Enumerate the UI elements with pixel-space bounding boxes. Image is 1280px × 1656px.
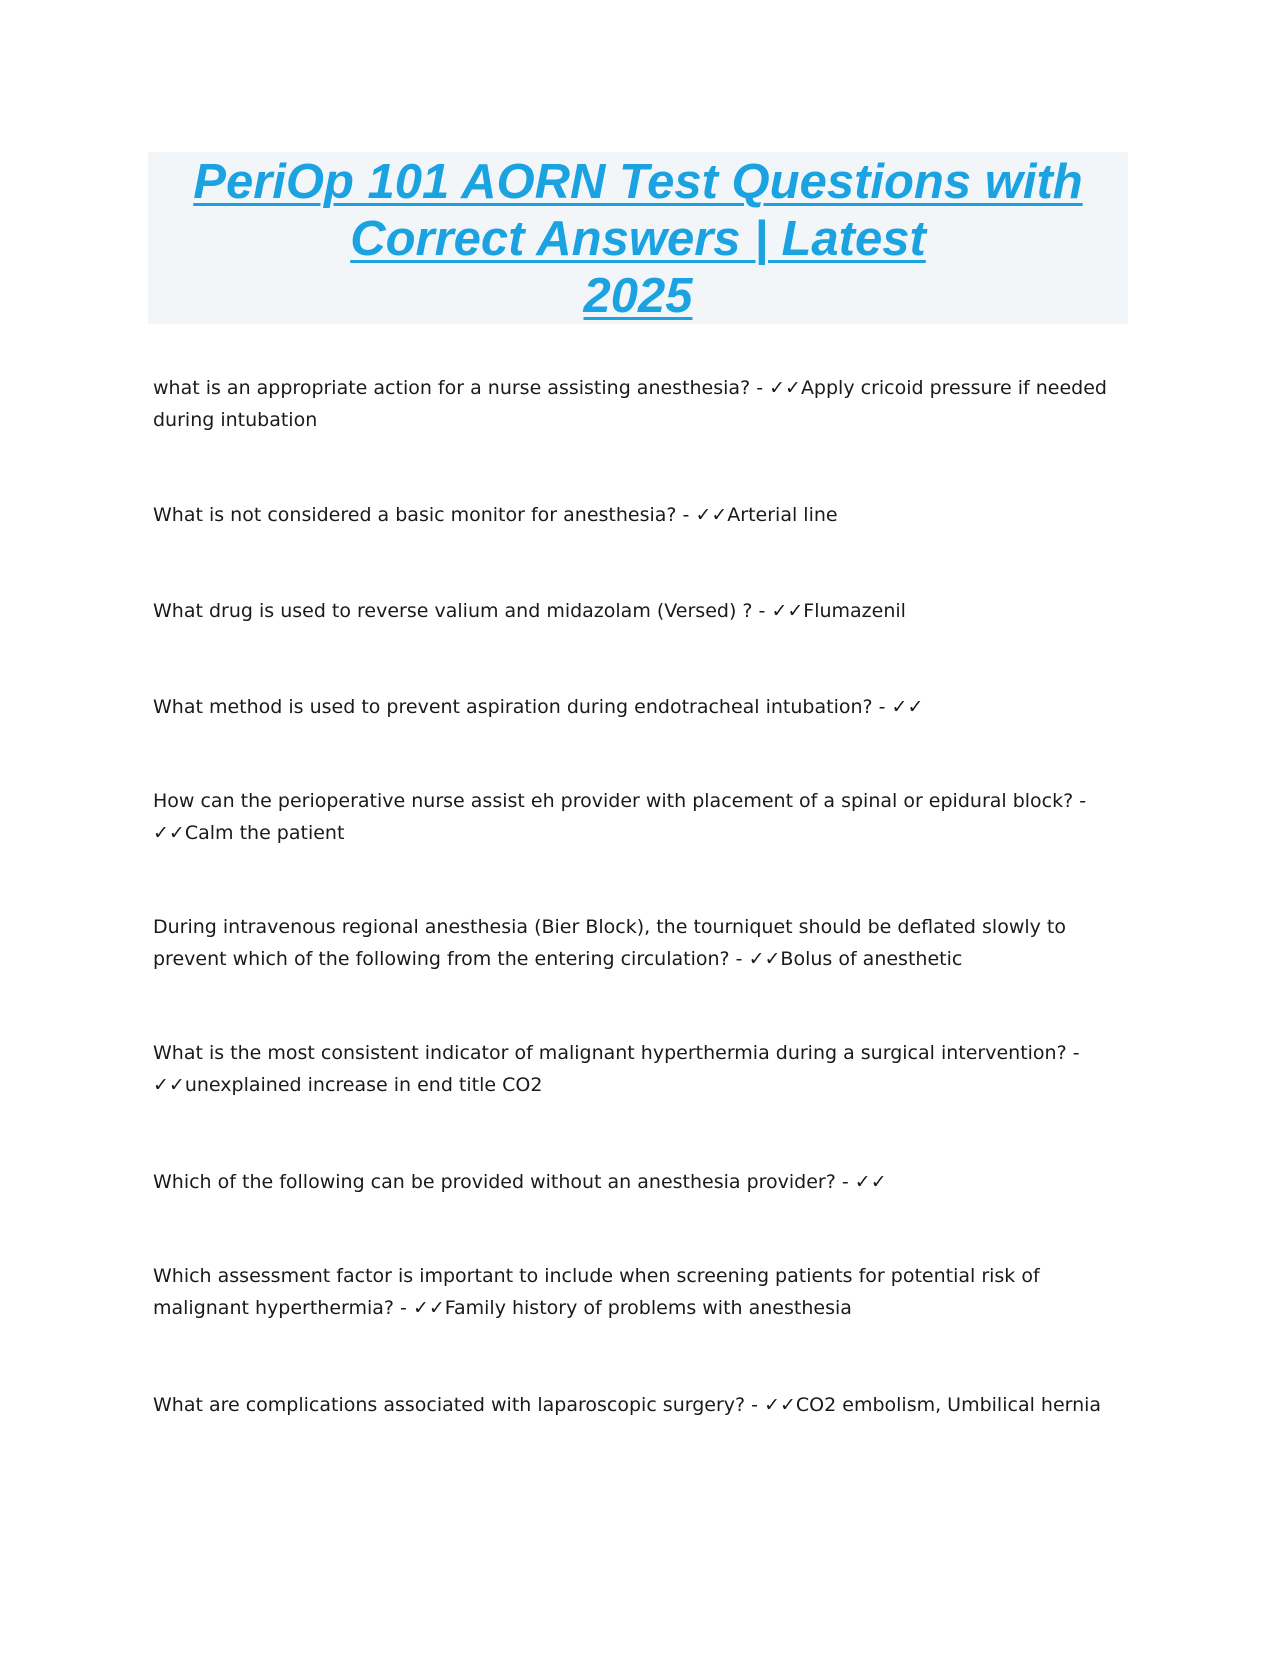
- question-text: What is not considered a basic monitor for anesthesia?: [153, 504, 677, 526]
- title-line-3: 2025: [583, 269, 693, 323]
- separator: -: [745, 1394, 765, 1416]
- check-mark-icon: ✓✓: [748, 948, 781, 970]
- answer-text: CO2 embolism, Umbilical hernia: [795, 1394, 1102, 1416]
- separator: -: [872, 696, 892, 718]
- question-text: How can the perioperative nurse assist eh provider with placement of a spinal or epidural block?: [153, 790, 1074, 812]
- question-text: Which of the following can be provided without an anesthesia provider?: [153, 1171, 836, 1193]
- qa-item-1: [153, 372, 1125, 436]
- question-text: What drug is used to reverse valium and midazolam (Versed) ?: [153, 600, 753, 622]
- question-text: What is the most consistent indicator of malignant hyperthermia during a surgical intervention?: [153, 1042, 1067, 1064]
- answer-text: Family history of problems with anesthesia: [444, 1297, 852, 1319]
- qa-item-5: [153, 785, 1125, 849]
- separator: -: [1066, 1042, 1080, 1064]
- title-banner: [148, 152, 1128, 324]
- check-mark-icon: ✓✓: [771, 600, 804, 622]
- qa-item-9: [153, 1260, 1125, 1324]
- check-mark-icon: ✓✓: [764, 1394, 796, 1416]
- title-line-1: PeriOp 101 AORN Test Questions with: [193, 155, 1083, 209]
- answer-text: Bolus of anesthetic: [780, 948, 963, 970]
- qa-item-6: [153, 911, 1125, 975]
- qa-item-3: [153, 595, 1125, 627]
- check-mark-icon: ✓✓: [891, 696, 924, 718]
- separator: -: [750, 377, 770, 399]
- answer-text: Calm the patient: [184, 822, 345, 844]
- check-mark-icon: ✓✓: [412, 1297, 445, 1319]
- separator: -: [676, 504, 696, 526]
- qa-item-7: [153, 1037, 1125, 1101]
- question-text: what is an appropriate action for a nurse assisting anesthesia?: [153, 377, 751, 399]
- answer-text: Arterial line: [727, 504, 838, 526]
- question-text: Which assessment factor is important to include when screening patients for potential risk of malignant hyperthermia?: [153, 1265, 1040, 1319]
- separator: -: [729, 948, 749, 970]
- question-text: What method is used to prevent aspiration during endotracheal intubation?: [153, 696, 873, 718]
- separator: -: [1073, 790, 1087, 812]
- qa-item-8: [153, 1166, 1125, 1198]
- qa-item-4: [153, 691, 1125, 723]
- check-mark-icon: ✓✓: [769, 377, 801, 399]
- check-mark-icon: ✓✓: [153, 1074, 185, 1096]
- separator: -: [835, 1171, 855, 1193]
- check-mark-icon: ✓✓: [854, 1171, 887, 1193]
- separator: -: [752, 600, 772, 622]
- qa-item-2: [153, 499, 1125, 531]
- answer-text: Apply cricoid pressure if needed during intubation: [153, 377, 1107, 431]
- qa-item-10: [153, 1389, 1125, 1421]
- separator: -: [394, 1297, 413, 1319]
- answer-text: unexplained increase in end title CO2: [184, 1074, 543, 1096]
- answer-text: Flumazenil: [803, 600, 906, 622]
- check-mark-icon: ✓✓: [695, 504, 728, 526]
- question-text: During intravenous regional anesthesia (Bier Block), the tourniquet should be deflated slowly to prevent which of the following from the entering circulation?: [153, 916, 1066, 970]
- check-mark-icon: ✓✓: [153, 822, 185, 844]
- title-line-2: Correct Answers | Latest: [350, 212, 926, 266]
- question-text: What are complications associated with laparoscopic surgery?: [153, 1394, 746, 1416]
